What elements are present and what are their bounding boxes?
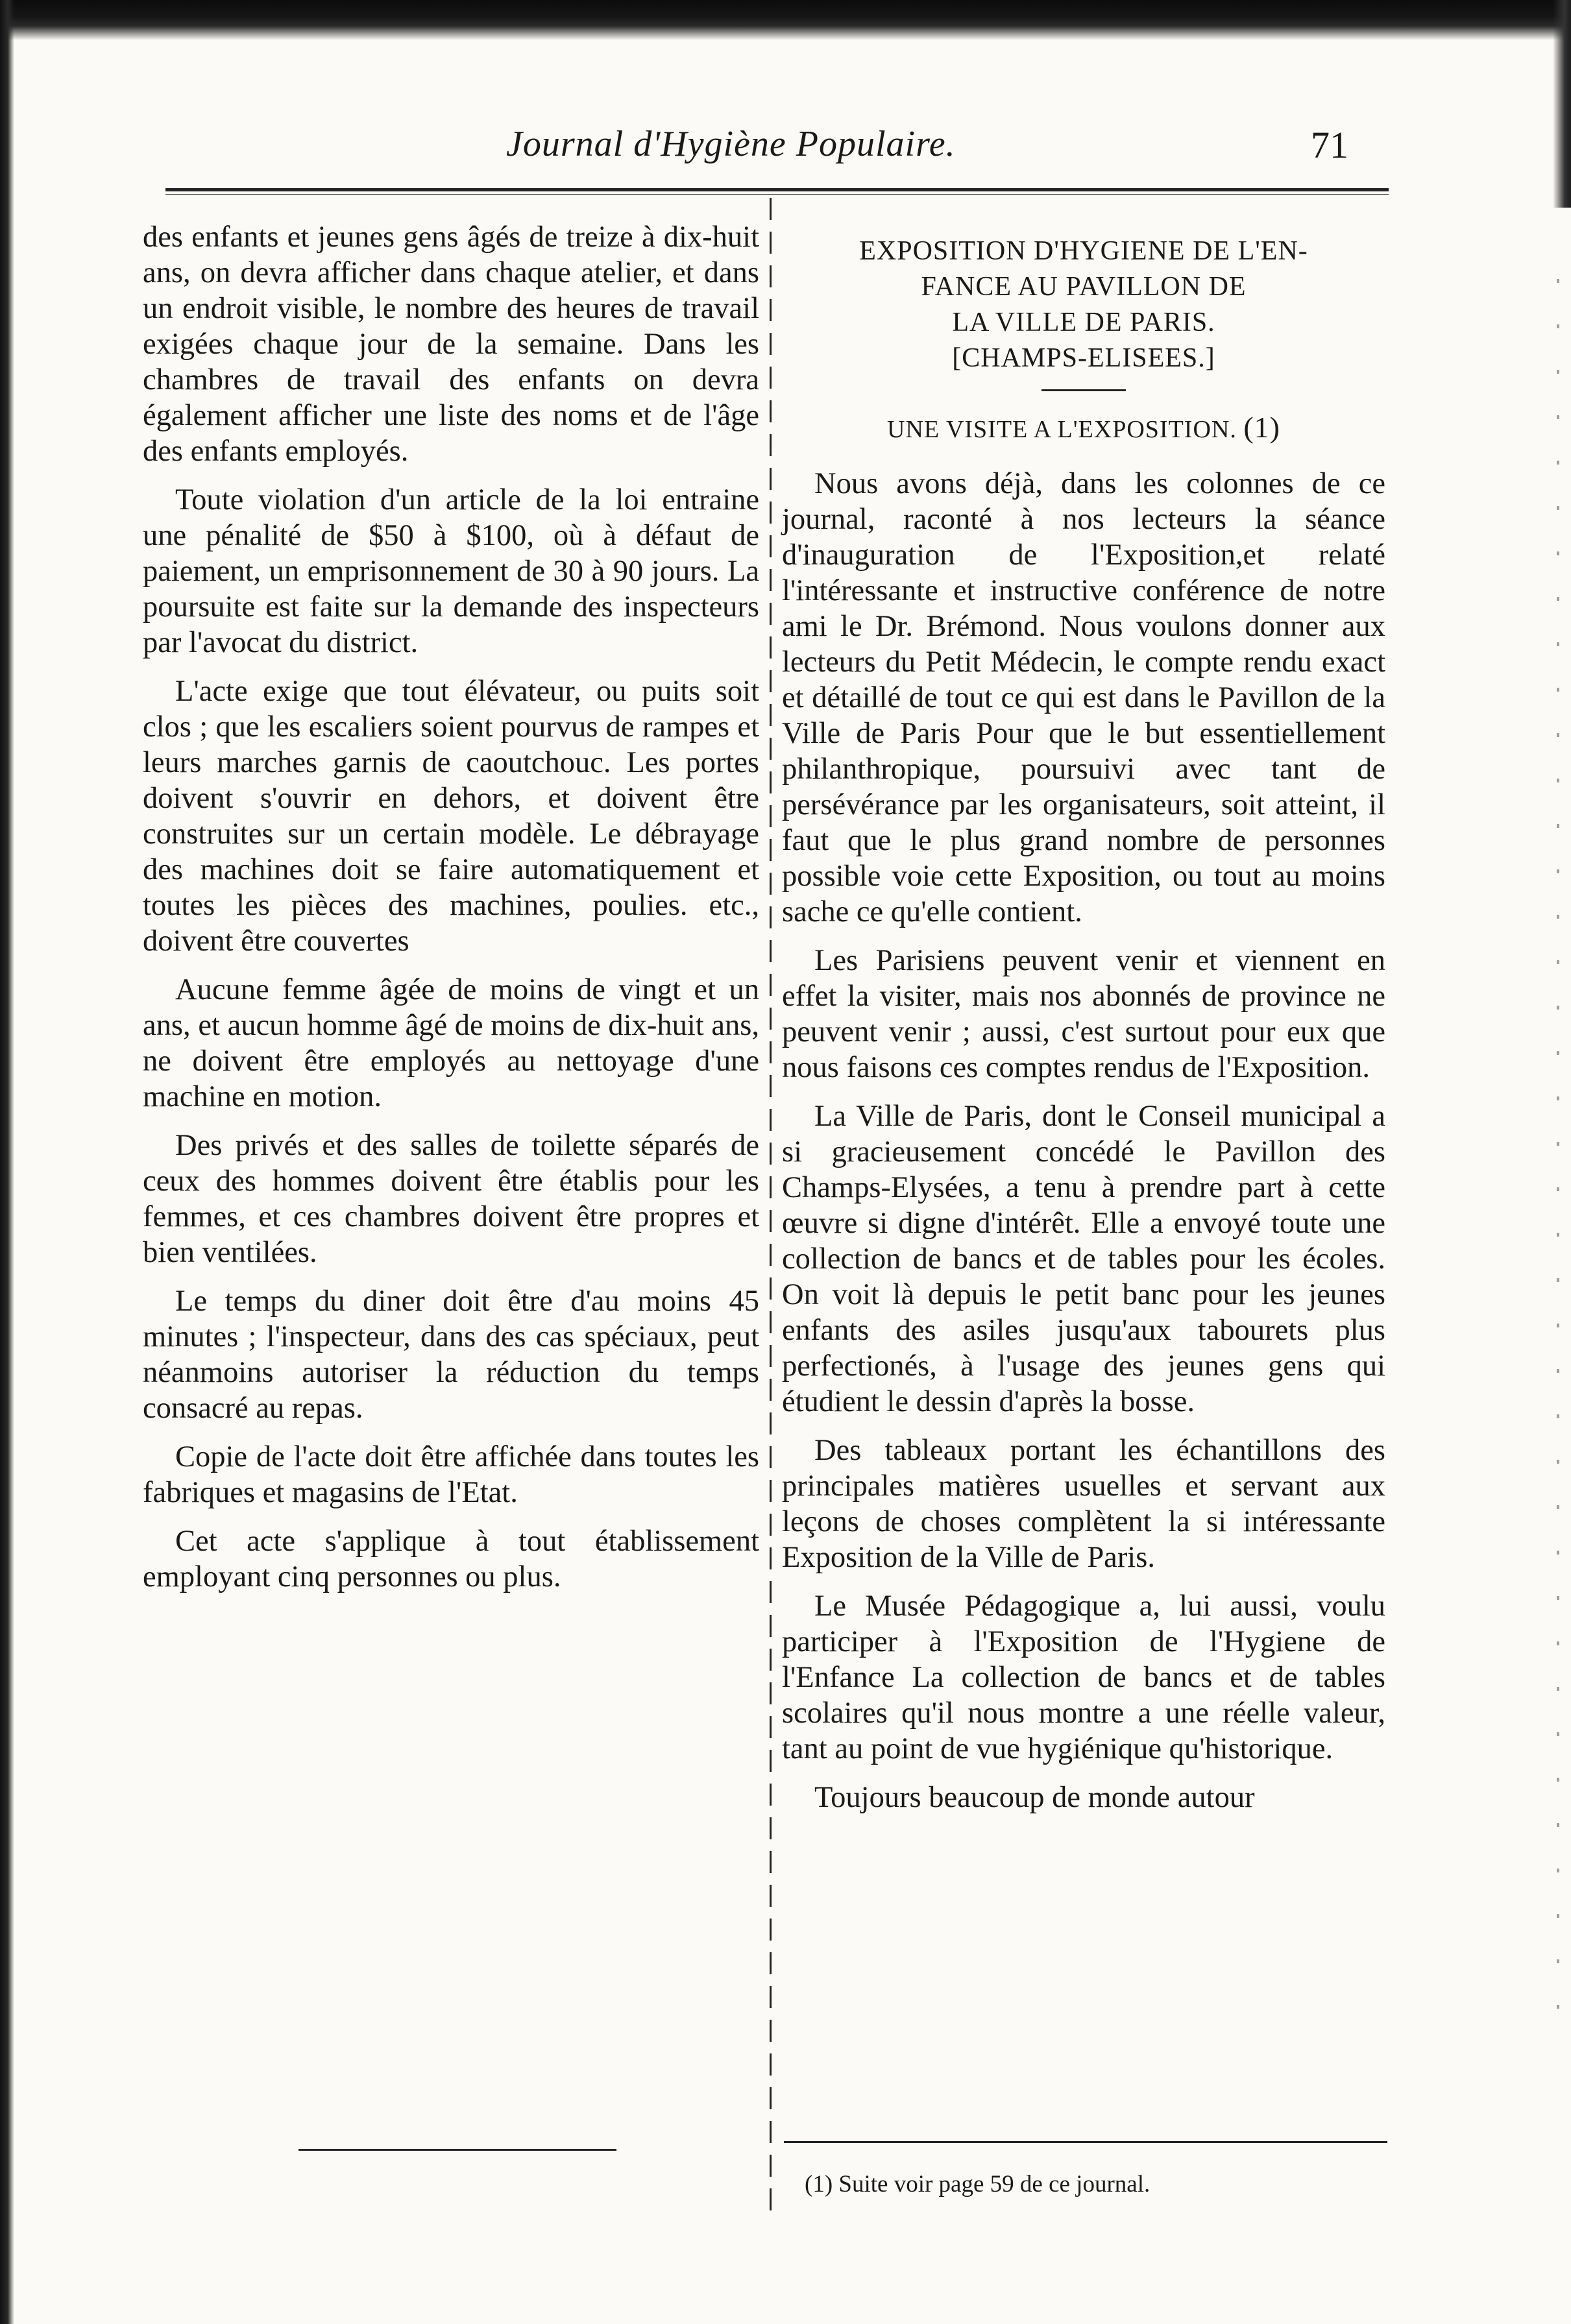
header-rule bbox=[165, 188, 1389, 191]
left-column bbox=[143, 219, 759, 1608]
footnote-rule bbox=[784, 2141, 1387, 2143]
paragraph: Nous avons déjà, dans les colonnes de ce journal, raconté à nos lecteurs la séance d'inauguration de l'Exposition,et relaté l'intéressante et instructive conférence de notre ami le Dr. Brémond. Nous voulons donner aux lecteurs du Petit Médecin, le compte rendu exact et détaillé de tout ce qui est dans le Pavillon de la Ville de Paris Pour que le but essentiellement philanthropique, poursuivi avec tant de persévérance par les organisateurs, soit atteint, il faut que le plus grand nombre de personnes possible voie cette Exposition, ou tout au moins sache ce qu'elle contient. bbox=[782, 467, 1385, 928]
article-heading bbox=[782, 234, 1385, 376]
heading-line: [CHAMPS-ELISEES.] bbox=[952, 343, 1215, 373]
scan-top-border bbox=[0, 0, 1571, 40]
paragraph: Des privés et des salles de toilette séparés de ceux des hommes doivent être établis pour les femmes, et ces chambres doivent être propres et bien ventilées. bbox=[143, 1129, 759, 1269]
paragraph: Toujours beaucoup de monde autour bbox=[814, 1781, 1255, 1814]
heading-line: FANCE AU PAVILLON DE bbox=[921, 272, 1247, 302]
end-rule bbox=[298, 2149, 616, 2151]
header-rule-thin bbox=[165, 194, 1389, 195]
footnote: (1) Suite voir page 59 de ce journal. bbox=[805, 2171, 1151, 2197]
heading-rule bbox=[1041, 389, 1126, 391]
paragraph: L'acte exige que tout élévateur, ou puits soit clos ; que les escaliers soient pourvus de rampes et leurs marches garnis de caoutchouc. Les portes doivent s'ouvrir en dehors, et doivent être construites sur un certain modèle. Le débrayage des machines doit se faire automatiquement et toutes les pièces des machines, poulies. etc., doivent être couvertes bbox=[143, 675, 759, 958]
scan-right-marks bbox=[1557, 279, 1559, 2031]
paragraph: Les Parisiens peuvent venir et viennent en effet la visiter, mais nos abonnés de province ne peuvent venir ; aussi, c'est surtout pour eux que nous faisons ces comptes rendus de l'Exposition. bbox=[782, 944, 1385, 1084]
subheading-text: UNE VISITE A L'EXPOSITION. bbox=[887, 416, 1237, 443]
paragraph: Le temps du diner doit être d'au moins 45 minutes ; l'inspecteur, dans des cas spéciaux, peut néanmoins autoriser la réduction du temps consacré au repas. bbox=[143, 1285, 759, 1425]
scan-left-border bbox=[0, 0, 14, 2324]
scan-right-border bbox=[1553, 0, 1571, 208]
heading-line: LA VILLE DE PARIS. bbox=[952, 308, 1215, 337]
paragraph: La Ville de Paris, dont le Conseil municipal a si gracieusement concédé le Pavillon des Champs-Elysées, a tenu à prendre part à cette œuvre si digne d'intérêt. Elle a envoyé toute une collection de bancs et de tables pour les écoles. On voit là depuis le petit banc pour les jeunes enfants des asiles jusqu'aux tabourets plus perfectionés, à l'usage des jeunes gens qui étudient le dessin d'après la bosse. bbox=[782, 1100, 1385, 1418]
paragraph: Le Musée Pédagogique a, lui aussi, voulu participer à l'Exposition de l'Hygiene de l'Enfance La collection de bancs et de tables scolaires qu'il nous montre a une réelle valeur, tant au point de vue hygiénique qu'historique. bbox=[782, 1590, 1385, 1765]
right-column bbox=[782, 219, 1385, 1828]
paragraph: Des tableaux portant les échantillons des principales matières usuelles et servant aux leçons de choses complètent la si intéressante Exposition de la Ville de Paris. bbox=[782, 1434, 1385, 1574]
page-number: 71 bbox=[1311, 124, 1348, 166]
journal-title: Journal d'Hygiène Populaire. bbox=[506, 124, 956, 164]
article-subheading bbox=[782, 409, 1385, 448]
footnote-marker: (1) bbox=[1243, 411, 1280, 444]
heading-line: EXPOSITION D'HYGIENE DE L'EN- bbox=[859, 236, 1308, 266]
paragraph: Copie de l'acte doit être affichée dans toutes les fabriques et magasins de l'Etat. bbox=[143, 1440, 759, 1509]
running-header bbox=[0, 123, 1571, 169]
paragraph: Aucune femme âgée de moins de vingt et un ans, et aucun homme âgé de moins de dix-huit ans, ne doivent être employés au nettoyage d'une machine en motion. bbox=[143, 973, 759, 1113]
paragraph: Cet acte s'applique à tout établissement employant cinq personnes ou plus. bbox=[143, 1525, 759, 1593]
paragraph: Toute violation d'un article de la loi entraine une pénalité de $50 à $100, où à défaut de paiement, un emprisonnement de 30 à 90 jours. La poursuite est faite sur la demande des inspecteurs par l'avocat du district. bbox=[143, 483, 759, 659]
paragraph: des enfants et jeunes gens âgés de treize à dix-huit ans, on devra afficher dans chaque atelier, et dans un endroit visible, le nombre des heures de travail exigées chaque jour de la semaine. Dans les chambres de travail des enfants on devra également afficher une liste des noms et de l'âge des enfants employés. bbox=[143, 221, 759, 468]
column-divider bbox=[770, 198, 772, 2222]
